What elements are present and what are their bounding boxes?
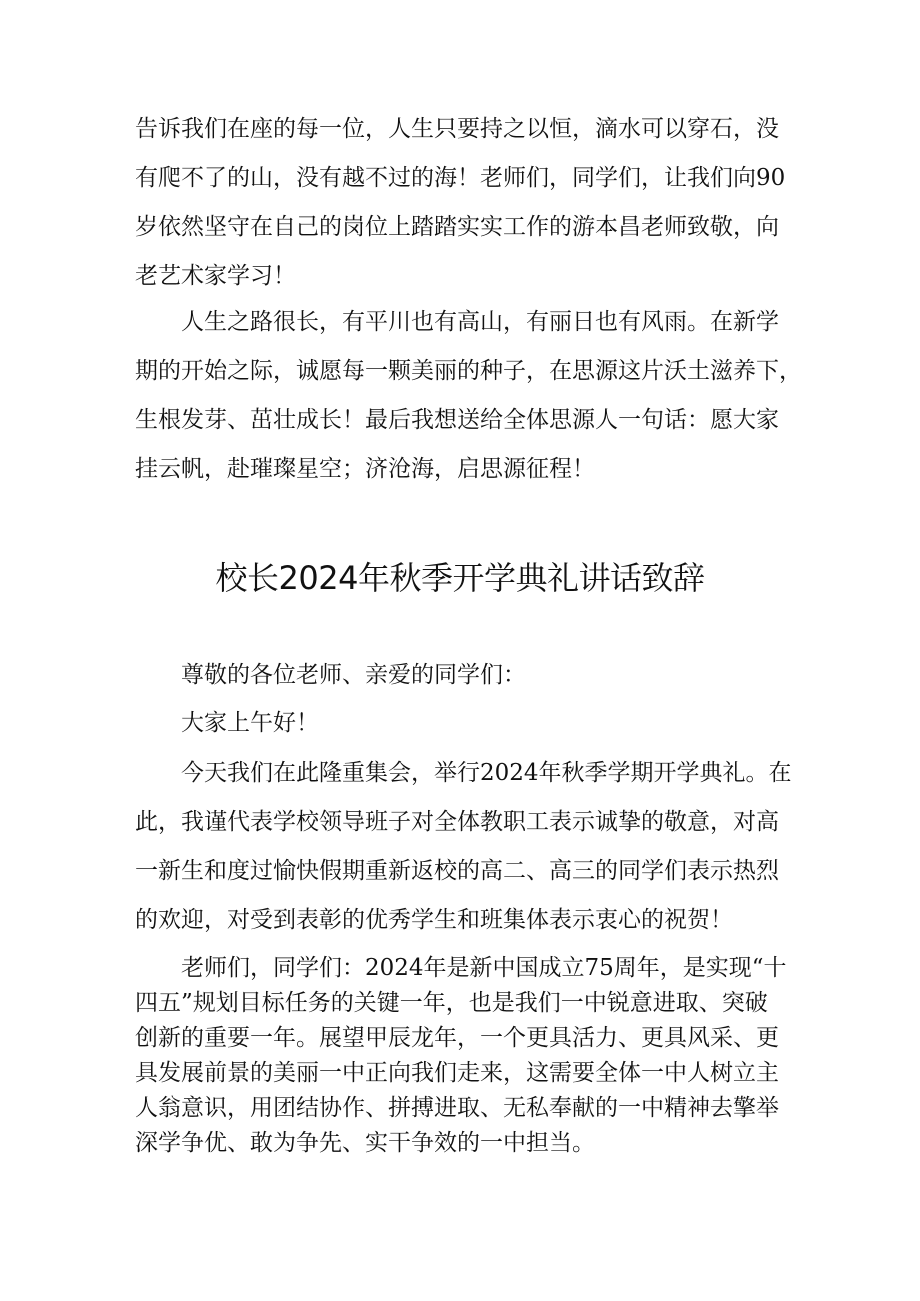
text-line: 具发展前景的美丽一中正向我们走来，这需要全体一中人树立主 [135,1060,779,1086]
text-line: 人生之路很长，有平川也有高山，有丽日也有风雨。在新学 [181,309,779,335]
text-line: 期的开始之际，诚愿每一颗美丽的种子，在思源这片沃土滋养下， [135,358,802,384]
text-line: 生根发芽、茁壮成长！最后我想送给全体思源人一句话：愿大家 [135,407,779,433]
prev-paragraph-2 [135,309,802,482]
text-line: 的欢迎，对受到表彰的优秀学生和班集体表示衷心的祝贺！ [135,907,733,933]
text-line: 有爬不了的山，没有越不过的海！老师们，同学们，让我们向90 [135,165,786,191]
speech-paragraph-2 [135,957,790,1155]
text-line: 老艺术家学习！ [135,263,296,289]
text-line: 一新生和度过愉快假期重新返校的高二、高三的同学们表示热烈 [135,858,779,884]
text-line: 深学争优、敢为争先、实干争效的一中担当。 [135,1130,595,1156]
text-line: 大家上午好！ [181,710,319,736]
text-line: 人翁意识，用团结协作、拼搏进取、无私奉献的一中精神去擎举 [135,1095,779,1121]
greeting [135,712,790,735]
text-line: 今天我们在此隆重集会，举行2024年秋季学期开学典礼。在 [181,760,792,786]
prev-paragraph-1 [135,118,790,288]
text-line: 老师们，同学们：2024年是新中国成立75周年，是实现“十 [181,955,787,981]
text-line: 创新的重要一年。展望甲辰龙年，一个更具活力、更具风采、更 [135,1025,779,1051]
text-line: 告诉我们在座的每一位，人生只要持之以恒，滴水可以穿石，没 [135,116,779,142]
text-line: 岁依然坚守在自己的岗位上踏踏实实工作的游本昌老师致敬，向 [135,214,779,240]
speech-paragraph-1 [135,762,790,932]
text-line: 此，我谨代表学校领导班子对全体教职工表示诚挚的敬意，对高 [135,809,779,835]
text-line: 四五”规划目标任务的关键一年，也是我们一中锐意进取、突破 [135,990,768,1016]
text-line: 尊敬的各位老师、亲爱的同学们： [181,662,526,688]
text-line: 挂云帆，赴璀璨星空；济沧海，启思源征程！ [135,456,595,482]
salutation [135,664,790,687]
document-title: 校长2024年秋季开学典礼讲话致辞 [215,559,705,597]
